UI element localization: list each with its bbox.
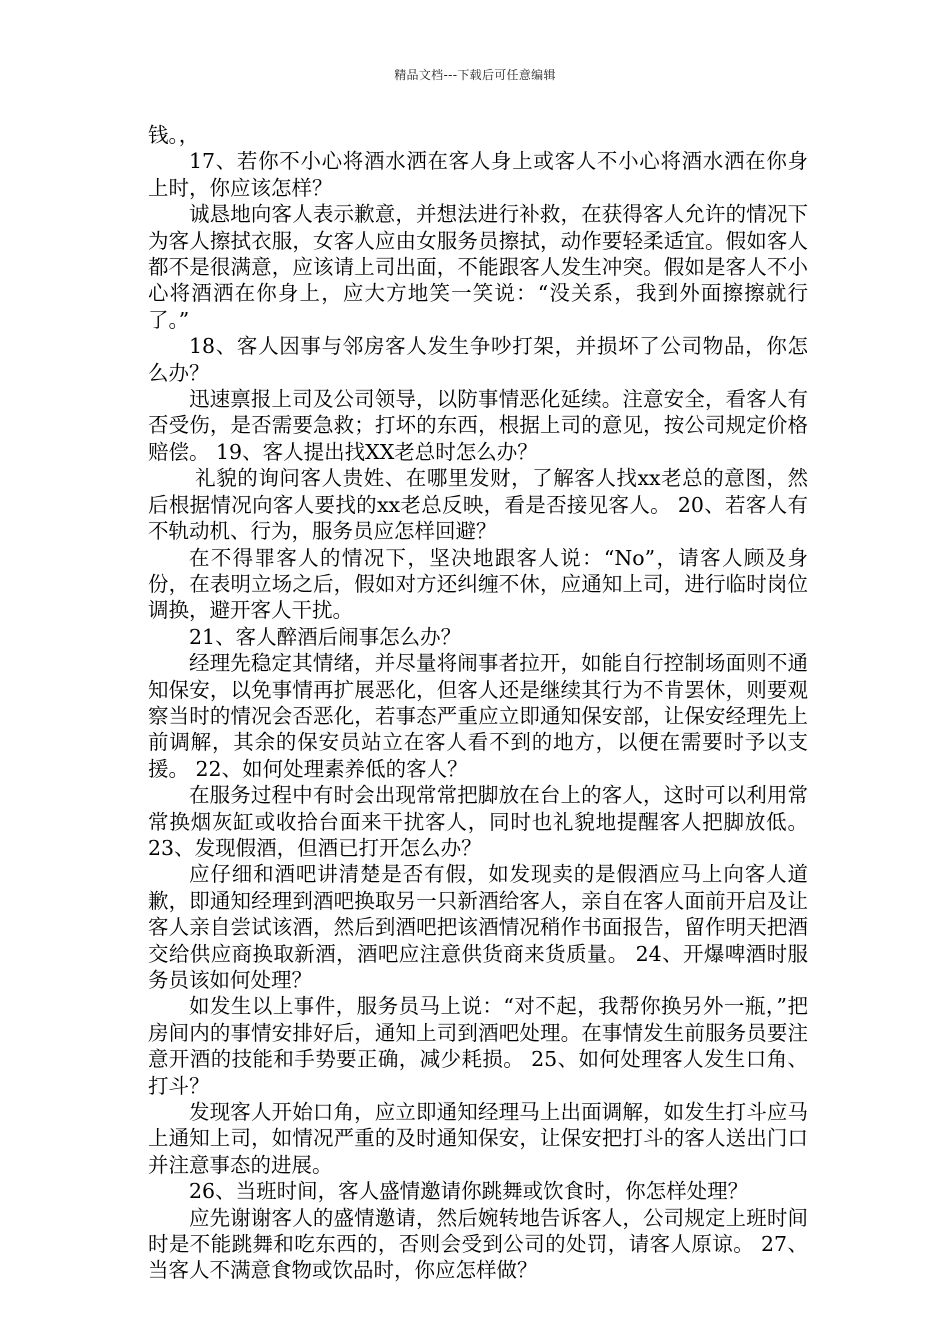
- paragraph: 应仔细和酒吧讲清楚是否有假，如发现卖的是假酒应马上向客人道歉，即通知经理到酒吧换取另一只新酒给客人，亲自在客人面前开启及让客人亲自尝试该酒，然后到酒吧把该酒情况稍作书面报告，留作明天把酒交给供应商换取新酒，酒吧应注意供货商来货质量。 24、开爆啤酒时服务员该如何处理？: [148, 862, 808, 992]
- paragraph: 迅速禀报上司及公司领导，以防事情恶化延续。注意安全，看客人有否受伤，是否需要急救；打坏的东西，根据上司的意见，按公司规定价格赔偿。 19、客人提出找XX老总时怎么办？: [148, 387, 808, 464]
- paragraph: 18、客人因事与邻房客人发生争吵打架，并损坏了公司物品，你怎么办？: [148, 334, 808, 385]
- paragraph: 应先谢谢客人的盛情邀请，然后婉转地告诉客人，公司规定上班时间时是不能跳舞和吃东西的，否则会受到公司的处罚，请客人原谅。 27、当客人不满意食物或饮品时，你应怎样做？: [148, 1205, 808, 1283]
- paragraph: 在服务过程中有时会出现常常把脚放在台上的客人，这时可以利用常常换烟灰缸或收拾台面来干扰客人，同时也礼貌地提醒客人把脚放低。 23、发现假酒，但酒已打开怎么办？: [148, 783, 808, 860]
- paragraph: 经理先稳定其情绪，并尽量将闹事者拉开，如能自行控制场面则不通知保安，以免事情再扩展恶化，但客人还是继续其行为不肯罢休，则要观察当时的情况会否恶化，若事态严重应立即通知保安部，让保安经理先上前调解，其余的保安员站立在客人看不到的地方，以便在需要时予以支援。 22、如何处理素养低的客人？: [148, 651, 808, 781]
- paragraph: 如发生以上事件，服务员马上说：“对不起，我帮你换另外一瓶，”把房间内的事情安排好后，通知上司到酒吧处理。在事情发生前服务员要注意开酒的技能和手势要正确，减少耗损。 25、如何处理客人发生口角、打斗？: [148, 994, 808, 1098]
- paragraph: 在不得罪客人的情况下，坚决地跟客人说：“No”，请客人顾及身份，在表明立场之后，假如对方还纠缠不休，应通知上司，进行临时岗位调换，避开客人干扰。: [148, 545, 808, 623]
- paragraph: 17、若你不小心将酒水洒在客人身上或客人不小心将酒水洒在你身上时，你应该怎样？: [148, 149, 808, 200]
- paragraph: 钱。，: [148, 123, 200, 147]
- document-body: [148, 122, 808, 1284]
- paragraph: 发现客人开始口角，应立即通知经理马上出面调解，如发生打斗应马上通知上司，如情况严重的及时通知保安，让保安把打斗的客人送出门口并注意事态的进展。: [148, 1100, 808, 1177]
- paragraph: 诚恳地向客人表示歉意，并想法进行补救，在获得客人允许的情况下为客人擦拭衣服，女客人应由女服务员擦拭，动作要轻柔适宜。假如客人都不是很满意，应该请上司出面，不能跟客人发生冲突。假如是客人不小心将酒洒在你身上，应大方地笑一笑说：“没关系，我到外面擦擦就行了。”: [148, 202, 808, 332]
- paragraph: 21、客人醉酒后闹事怎么办？: [189, 624, 462, 649]
- page-header: 精品文档---下载后可任意编辑: [394, 68, 556, 82]
- paragraph: 礼貌的询问客人贵姓、在哪里发财，了解客人找xx老总的意图，然后根据情况向客人要找的xx老总反映，看是否接见客人。 20、若客人有不轨动机、行为，服务员应怎样回避？: [148, 466, 808, 544]
- paragraph: 26、当班时间，客人盛情邀请你跳舞或饮食时，你怎样处理？: [189, 1179, 749, 1204]
